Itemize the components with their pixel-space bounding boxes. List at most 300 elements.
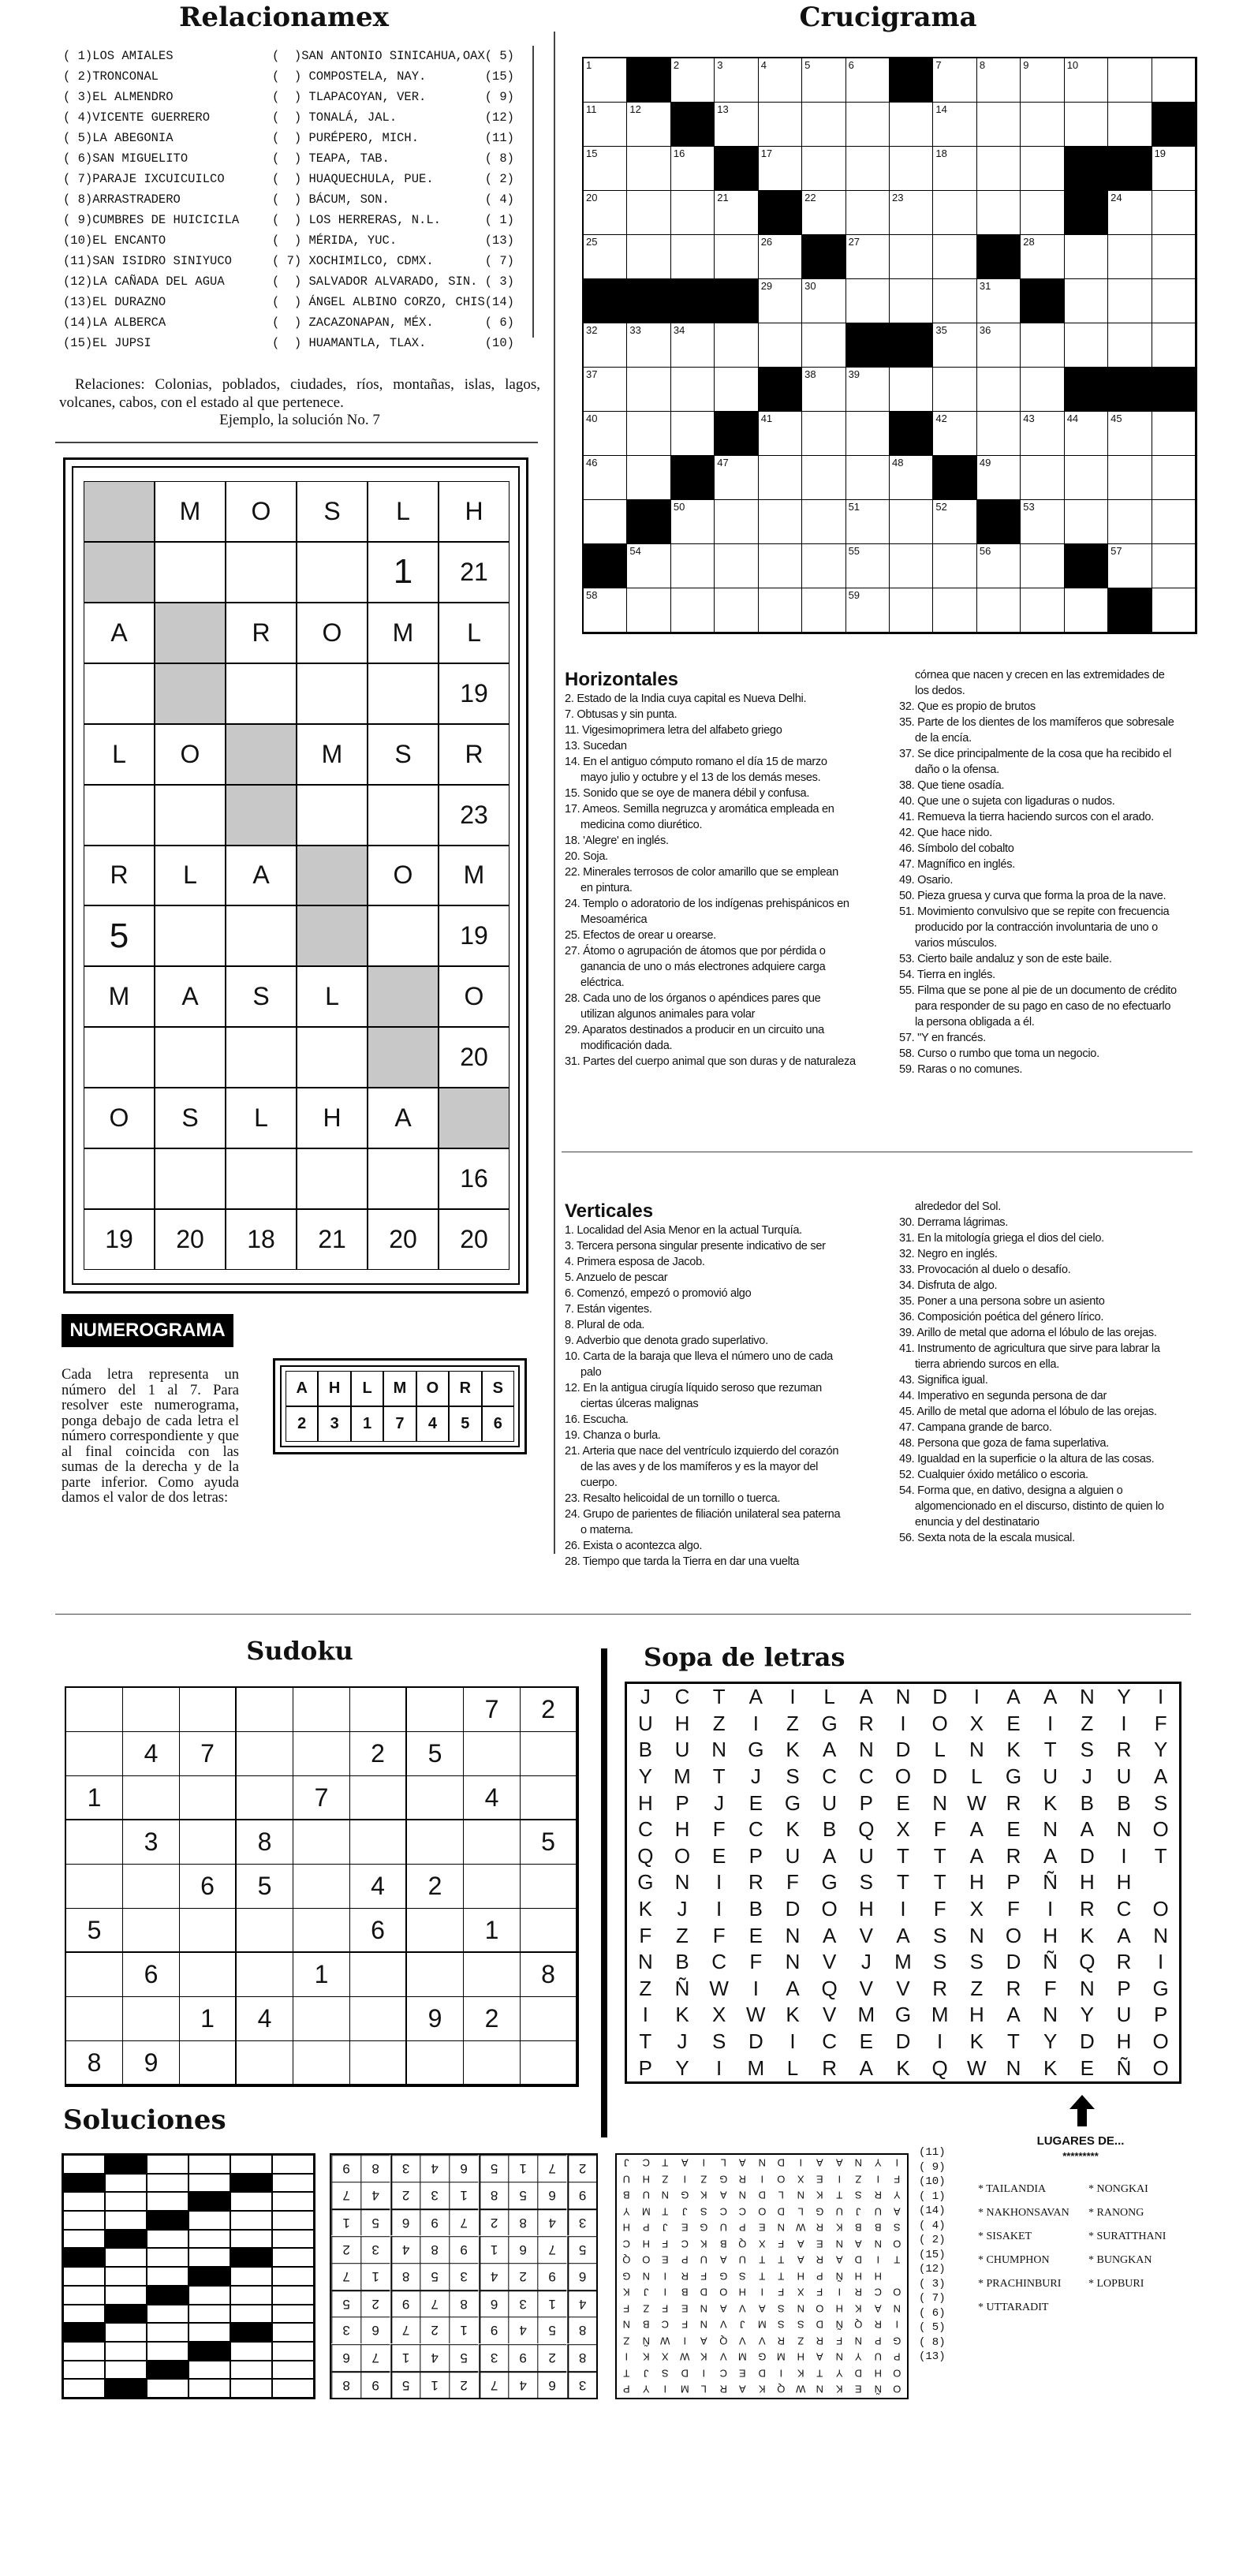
solucion-sopa-letter: D: [777, 2156, 786, 2169]
solucion-sopa-letter: I: [683, 2335, 686, 2347]
clue-line: 38. Que tiene osadía.: [899, 779, 1005, 792]
relacionamex-left-item: (10)EL ENCANTO: [63, 233, 166, 248]
crossword-cell: [1108, 58, 1152, 103]
crossword-cell: [977, 368, 1021, 412]
sopa-letter: T: [933, 1843, 946, 1868]
key-letter: L: [351, 1371, 383, 1406]
clue-line: 37. Se dice principalmente de la cosa que ha recibido el: [899, 748, 1172, 760]
clue-line: cuerpo.: [580, 1477, 618, 1489]
sopa-letter: J: [1081, 1764, 1092, 1789]
clue-line: en pintura.: [580, 882, 633, 894]
sopa-letter: I: [789, 2029, 796, 2054]
solucion-sopa-letter: J: [624, 2156, 629, 2169]
solucion-sopa-letter: G: [893, 2335, 901, 2347]
solucion-sopa-letter: I: [760, 2173, 763, 2186]
clue-line: producido por la contracción involuntaria de uno o: [915, 921, 1158, 934]
sopa-letter: W: [709, 1976, 729, 2000]
sopa-letter: K: [1043, 1790, 1058, 1815]
crossword-cell: [846, 412, 890, 456]
solucion-sopa-letter: A: [797, 2238, 804, 2250]
crossword-number: 6: [848, 59, 854, 71]
solucion-sopa-letter: Y: [894, 2189, 901, 2201]
solucion-num-cell: [147, 2267, 189, 2286]
sopa-letter: S: [711, 2029, 726, 2054]
sopa-letter: B: [638, 1738, 652, 1762]
sudoku-cell: [66, 1865, 123, 1909]
clue-line: 9. Adverbio que denota grado superlativo.: [565, 1335, 768, 1347]
sopa-letter: E: [1006, 1817, 1021, 1842]
crossword-number: 5: [804, 59, 811, 71]
solucion-num-cell: [230, 2267, 272, 2286]
sopa-letter: H: [969, 1870, 984, 1895]
solucion-num-cell: [272, 2323, 314, 2342]
sopa-letter: S: [1153, 1790, 1168, 1815]
sopa-letter: G: [637, 1870, 654, 1895]
sopa-letter: Z: [676, 1923, 689, 1947]
crossword-number: 1: [586, 59, 592, 71]
relacionamex-right-item: ( ) LOS HERRERAS, N.L. ( 1): [272, 213, 514, 227]
numerograma-cell: [84, 542, 155, 603]
numerograma-cell: [297, 785, 368, 846]
sopa-letter: P: [859, 1790, 873, 1815]
crossword-cell: [759, 456, 802, 500]
sudoku-cell: [407, 1909, 464, 1953]
crossword-cell: [1108, 235, 1152, 279]
solucion-sudoku-cell: 9: [508, 2344, 537, 2371]
crossword-number: 22: [804, 192, 816, 203]
solucion-sopa-letter: Z: [642, 2302, 649, 2315]
sopa-letter: F: [1154, 1711, 1167, 1735]
numerograma-cell: 20: [439, 1209, 510, 1270]
sopa-letter: O: [1005, 1923, 1022, 1947]
relacionamex-right-item: ( ) ZACAZONAPAN, MÉX. ( 6): [272, 315, 514, 330]
lugares-item: * BUNGKAN: [1088, 2254, 1152, 2266]
crossword-cell: [715, 235, 758, 279]
solucion-sudoku-cell: 6: [537, 2371, 566, 2398]
solucion-sopa-letter: N: [622, 2319, 630, 2331]
numerograma-cell: [84, 1027, 155, 1088]
solucion-sudoku-cell: 2: [331, 2236, 360, 2263]
numerograma-cell: S: [368, 724, 439, 785]
solucion-sopa-letter: T: [662, 2205, 669, 2218]
sudoku-cell: [123, 1909, 180, 1953]
crossword-cell: [759, 323, 802, 368]
crossword-cell: [627, 588, 670, 633]
crossword-cell: [584, 588, 627, 633]
solucion-sopa-letter: N: [854, 2156, 863, 2169]
crossword-number: 13: [717, 103, 729, 115]
solucion-sopa-letter: P: [894, 2351, 901, 2364]
sopa-letter: I: [900, 1897, 906, 1921]
crossword-cell: [977, 544, 1021, 588]
crossword-number: 41: [760, 413, 773, 424]
lugares-item: * SISAKET: [978, 2231, 1032, 2242]
sopa-letter: K: [786, 1738, 800, 1762]
crossword-cell: [1021, 588, 1064, 633]
solucion-num-cell: [63, 2361, 105, 2380]
solucion-sudoku-cell: 9: [390, 2290, 420, 2317]
solucion-sopa-letter: V: [739, 2335, 746, 2347]
key-letter: R: [449, 1371, 481, 1406]
sopa-letter: N: [1153, 1923, 1169, 1947]
clue-line: 3. Tercera persona singular presente indicativo de ser: [565, 1240, 826, 1253]
sopa-letter: L: [823, 1685, 835, 1709]
numerograma-cell: O: [439, 966, 510, 1027]
crossword-cell: [715, 500, 758, 544]
solucion-sudoku-cell: 5: [360, 2208, 390, 2235]
sopa-letter: I: [789, 1685, 796, 1709]
solucion-rel-item: (11): [919, 2146, 946, 2159]
solucion-sopa-letter: U: [622, 2173, 630, 2186]
sopa-letter: G: [1005, 1764, 1022, 1789]
clue-line: 26. Exista o acontezca algo.: [565, 1540, 703, 1552]
sudoku-cell: 2: [350, 1732, 407, 1776]
sudoku-cell: [123, 1997, 180, 2041]
clue-line: 24. Templo o adoratorio de los indígenas prehispánicos en: [565, 898, 849, 910]
sudoku-cell: 1: [464, 1909, 521, 1953]
solucion-sopa-letter: I: [779, 2367, 783, 2380]
solucion-sopa-letter: H: [854, 2270, 863, 2283]
crossword-cell: [933, 58, 976, 103]
solucion-sopa-letter: F: [681, 2319, 688, 2331]
solucion-num-cell: [189, 2230, 230, 2249]
solucion-sudoku-cell: 8: [331, 2371, 360, 2398]
solucion-sudoku-cell: 7: [537, 2155, 566, 2182]
solucion-sopa-letter: U: [874, 2205, 882, 2218]
crossword-cell: [933, 456, 976, 500]
solucion-sopa-letter: J: [740, 2319, 745, 2331]
crossword-cell: [671, 323, 715, 368]
crossword-cell: [1021, 544, 1064, 588]
solucion-sopa-letter: A: [719, 2189, 727, 2201]
solucion-sopa-letter: N: [797, 2302, 804, 2315]
solucion-sopa-letter: Ñ: [835, 2319, 843, 2331]
solucion-sopa-letter: C: [738, 2205, 747, 2218]
crossword-cell: [977, 500, 1021, 544]
solucion-sopa-letter: J: [663, 2221, 668, 2234]
solucion-sopa-letter: Z: [797, 2335, 804, 2347]
relacionamex-title: Relacionamex: [179, 2, 389, 33]
clue-line: 18. 'Alegre' en inglés.: [565, 834, 669, 847]
numerograma-cell: 1: [368, 542, 439, 603]
crossword-cell: [890, 103, 933, 147]
solucion-num-cell: [63, 2267, 105, 2286]
arrow-up-icon: [1068, 2095, 1096, 2126]
numerograma-cell: 20: [155, 1209, 226, 1270]
crossword-cell: [1065, 588, 1108, 633]
soluciones-title: Soluciones: [63, 2104, 226, 2136]
numerograma-cell: 20: [439, 1027, 510, 1088]
solucion-sopa-letter: Ñ: [874, 2384, 882, 2396]
solucion-sopa-letter: O: [719, 2287, 727, 2299]
clue-line: 22. Minerales terrosos de color amarillo que se emplean: [565, 866, 838, 879]
sopa-letter: W: [967, 1790, 987, 1815]
sopa-letter: A: [1043, 1843, 1058, 1868]
crossword-cell: [933, 368, 976, 412]
solucion-sudoku-cell: 7: [479, 2371, 508, 2398]
solucion-sopa-letter: Q: [854, 2319, 863, 2331]
solucion-sopa-letter: N: [661, 2189, 670, 2201]
solucion-sopa-letter: H: [874, 2270, 882, 2283]
solucion-sopa-letter: I: [663, 2287, 667, 2299]
horizontales-col2: [899, 667, 1215, 1077]
relacionamex-right-item: ( ) HUAMANTLA, TLAX. (10): [272, 336, 514, 350]
crossword-cell: [671, 456, 715, 500]
crossword-cell: [584, 191, 627, 235]
sopa-letter: K: [638, 1897, 652, 1921]
solucion-num-cell: [189, 2342, 230, 2361]
clue-line: 56. Sexta nota de la escala musical.: [899, 1532, 1075, 1544]
solucion-sopa-letter: A: [855, 2238, 862, 2250]
solucion-sudoku-cell: 2: [537, 2344, 566, 2371]
crossword-cell: [715, 147, 758, 191]
numerograma-cell: [368, 785, 439, 846]
sopa-letter: R: [1116, 1738, 1132, 1762]
crossword-number: 51: [848, 501, 860, 513]
sopa-letter: D: [932, 1685, 948, 1709]
crossword-cell: [584, 323, 627, 368]
clue-line: 52. Cualquier óxido metálico o escoria.: [899, 1469, 1088, 1481]
numerograma-cell: [226, 785, 297, 846]
solucion-num-cell: [230, 2211, 272, 2230]
sopa-grid: [625, 1682, 1181, 2084]
solucion-sopa-letter: Y: [835, 2367, 843, 2380]
numerograma-cell: A: [155, 966, 226, 1027]
sudoku-cell: [123, 1776, 180, 1820]
sopa-letter: T: [1154, 1843, 1167, 1868]
sudoku-cell: [293, 2041, 350, 2085]
solucion-sopa-letter: A: [816, 2156, 823, 2169]
solucion-sudoku-cell: 2: [508, 2263, 537, 2290]
crossword-number: 50: [673, 501, 685, 513]
solucion-sopa-letter: T: [836, 2189, 843, 2201]
key-value: 6: [482, 1406, 514, 1442]
sudoku-cell: 5: [66, 1909, 123, 1953]
sopa-letter: N: [1079, 1685, 1095, 1709]
numerograma-cell: L: [368, 481, 439, 542]
numerograma-cell: [155, 1027, 226, 1088]
numerograma-cell: M: [297, 724, 368, 785]
sopa-letter: T: [1043, 1738, 1057, 1762]
solucion-sopa-letter: O: [893, 2287, 901, 2299]
solucion-sudoku-cell: 6: [567, 2263, 596, 2290]
sudoku-cell: [464, 1953, 521, 1997]
crossword-cell: [584, 368, 627, 412]
solucion-num-cell: [272, 2305, 314, 2324]
crossword-cell: [1021, 103, 1064, 147]
crossword-cell: [584, 235, 627, 279]
solucion-sopa-letter: B: [681, 2287, 689, 2299]
crossword-cell: [1065, 323, 1108, 368]
solucion-num-cell: [272, 2361, 314, 2380]
solucion-sopa-letter: D: [700, 2287, 708, 2299]
solucion-sopa-letter: I: [876, 2253, 879, 2266]
sopa-letter: O: [821, 1897, 838, 1921]
sopa-letter: Q: [858, 1817, 875, 1842]
crossword-number: 52: [935, 501, 947, 513]
solucion-num-cell: [147, 2323, 189, 2342]
numerograma-cell: [226, 1148, 297, 1209]
crossword-cell: [759, 147, 802, 191]
clue-line: 42. Que hace nido.: [899, 827, 992, 839]
solucion-sudoku-cell: 1: [449, 2317, 478, 2343]
crossword-cell: [1108, 368, 1152, 412]
solucion-sopa-letter: E: [758, 2221, 766, 2234]
horizontales-heading: Horizontales: [565, 669, 679, 690]
sopa-letter: U: [785, 1843, 801, 1868]
sudoku-cell: [350, 1776, 407, 1820]
solucion-sopa-letter: I: [683, 2173, 686, 2186]
solucion-sopa-letter: F: [700, 2270, 707, 2283]
clue-line: algomencionado en el discurso, distinto de quien lo: [915, 1500, 1164, 1513]
solucion-num-cell: [63, 2323, 105, 2342]
solucion-num-cell: [63, 2305, 105, 2324]
solucion-sopa-letter: U: [874, 2351, 882, 2364]
relacionamex-right-item: ( ) TEAPA, TAB. ( 8): [272, 151, 514, 166]
sopa-letter: T: [639, 2029, 652, 2054]
solucion-num-cell: [189, 2192, 230, 2211]
crossword-cell: [584, 412, 627, 456]
numerograma-cell: [368, 905, 439, 966]
numerograma-cell: 21: [297, 1209, 368, 1270]
solucion-num-cell: [272, 2248, 314, 2267]
crossword-cell: [1108, 191, 1152, 235]
crossword-cell: [1065, 58, 1108, 103]
sopa-letter: I: [1047, 1711, 1054, 1735]
solucion-sudoku-cell: 5: [508, 2182, 537, 2208]
verticales-col2: [899, 1199, 1215, 1546]
crossword-number: 27: [848, 236, 860, 248]
solucion-num-cell: [189, 2248, 230, 2267]
crossword-number: 39: [848, 368, 860, 380]
sudoku-grid: [65, 1686, 579, 2087]
sopa-letter: X: [969, 1711, 984, 1735]
solucion-sopa-letter: N: [758, 2156, 766, 2169]
sopa-letter: D: [785, 1897, 801, 1921]
solucion-sudoku-cell: 5: [449, 2344, 478, 2371]
sudoku-cell: [350, 2041, 407, 2085]
clue-line: Mesoamérica: [580, 913, 648, 926]
crossword-number: 17: [760, 147, 773, 159]
divider-bar: [601, 1648, 607, 2137]
solucion-sopa-letter: L: [797, 2205, 804, 2218]
crossword-cell: [1152, 103, 1196, 147]
solucion-sopa-letter: X: [797, 2173, 804, 2186]
sopa-letter: N: [969, 1738, 984, 1762]
sopa-letter: N: [1043, 1817, 1058, 1842]
solucion-sopa-letter: P: [622, 2384, 630, 2396]
sopa-letter: K: [1080, 1923, 1094, 1947]
sopa-letter: O: [1152, 1817, 1169, 1842]
key-value: 4: [416, 1406, 449, 1442]
sudoku-cell: [521, 1776, 577, 1820]
solucion-num-cell: [272, 2174, 314, 2193]
sopa-letter: W: [967, 2055, 987, 2080]
solucion-sopa-letter: C: [719, 2205, 727, 2218]
crossword-cell: [584, 500, 627, 544]
solucion-sopa-letter: K: [797, 2367, 804, 2380]
crossword-number: 54: [629, 545, 641, 557]
clue-line: 13. Sucedan: [565, 740, 627, 752]
sudoku-title: Sudoku: [246, 1636, 353, 1666]
solucion-rel-item: ( 3): [919, 2277, 946, 2290]
solucion-rel-item: (13): [919, 2350, 946, 2363]
sudoku-cell: [293, 1865, 350, 1909]
numerograma-cell: [226, 1027, 297, 1088]
solucion-sopa-letter: A: [739, 2384, 746, 2396]
crossword-cell: [627, 58, 670, 103]
solucion-num-cell: [147, 2305, 189, 2324]
solucion-num-cell: [63, 2230, 105, 2249]
clue-line: 31. En la mitología griega el dios del cielo.: [899, 1232, 1104, 1245]
numerograma-cell: [226, 663, 297, 724]
numerograma-cell: M: [84, 966, 155, 1027]
crossword-cell: [890, 279, 933, 323]
sopa-letter: U: [822, 1790, 838, 1815]
solucion-sopa-letter: B: [642, 2319, 650, 2331]
numerograma-cell: S: [226, 966, 297, 1027]
crossword-cell: [1152, 500, 1196, 544]
numerograma-cell: M: [439, 846, 510, 906]
crossword-cell: [890, 58, 933, 103]
solucion-sudoku-cell: 5: [567, 2236, 596, 2263]
solucion-sudoku-cell: 1: [390, 2344, 420, 2371]
solucion-sudoku-cell: 8: [479, 2182, 508, 2208]
solucion-num-cell: [189, 2174, 230, 2193]
crossword-cell: [802, 279, 845, 323]
solucion-sopa-letter: T: [778, 2253, 785, 2266]
solucion-num-cell: [105, 2342, 147, 2361]
solucion-sopa-letter: I: [702, 2156, 706, 2169]
solucion-sudoku-cell: 4: [567, 2290, 596, 2317]
solucion-rel-item: ( 9): [919, 2160, 946, 2174]
sopa-letter: P: [1117, 1976, 1131, 2000]
clue-line: 6. Comenzó, empezó o promovió algo: [565, 1287, 752, 1300]
solucion-sudoku-cell: 6: [479, 2290, 508, 2317]
solucion-sudoku-cell: 9: [331, 2155, 360, 2182]
solucion-sopa-letter: K: [642, 2351, 650, 2364]
solucion-num-cell: [230, 2305, 272, 2324]
solucion-rel-item: ( 5): [919, 2321, 946, 2334]
clue-line: ganancia de uno o más electrones adquiere carga: [580, 961, 826, 973]
sopa-letter: E: [1006, 1711, 1021, 1735]
sopa-letter: J: [860, 1950, 872, 1974]
clue-line: alrededor del Sol.: [915, 1200, 1001, 1213]
sopa-letter: U: [858, 1843, 874, 1868]
solucion-sopa-letter: M: [641, 2205, 651, 2218]
sopa-letter: O: [931, 1711, 948, 1735]
sopa-letter: C: [822, 1764, 838, 1789]
sopa-letter: E: [896, 1790, 910, 1815]
sopa-letter: R: [1079, 1897, 1095, 1921]
crossword-number: 42: [935, 413, 947, 424]
crossword-cell: [627, 412, 670, 456]
sopa-letter: S: [969, 1950, 984, 1974]
solucion-sudoku-cell: 4: [390, 2236, 420, 2263]
solucion-sudoku-cell: 2: [567, 2155, 596, 2182]
sudoku-cell: [180, 1688, 237, 1732]
sudoku-cell: [293, 1688, 350, 1732]
crucigrama-title: Crucigrama: [799, 2, 977, 33]
relacionamex-left-item: ( 7)PARAJE IXCUICUILCO: [63, 172, 225, 186]
numerograma-cell: [297, 542, 368, 603]
sopa-letter: N: [711, 1738, 727, 1762]
solucion-num-cell: [272, 2267, 314, 2286]
numerograma-cell: [368, 1148, 439, 1209]
solucion-sopa-letter: P: [874, 2335, 882, 2347]
relacionamex-left-item: ( 1)LOS AMIALES: [63, 49, 174, 63]
solucion-rel-item: (12): [919, 2263, 946, 2275]
